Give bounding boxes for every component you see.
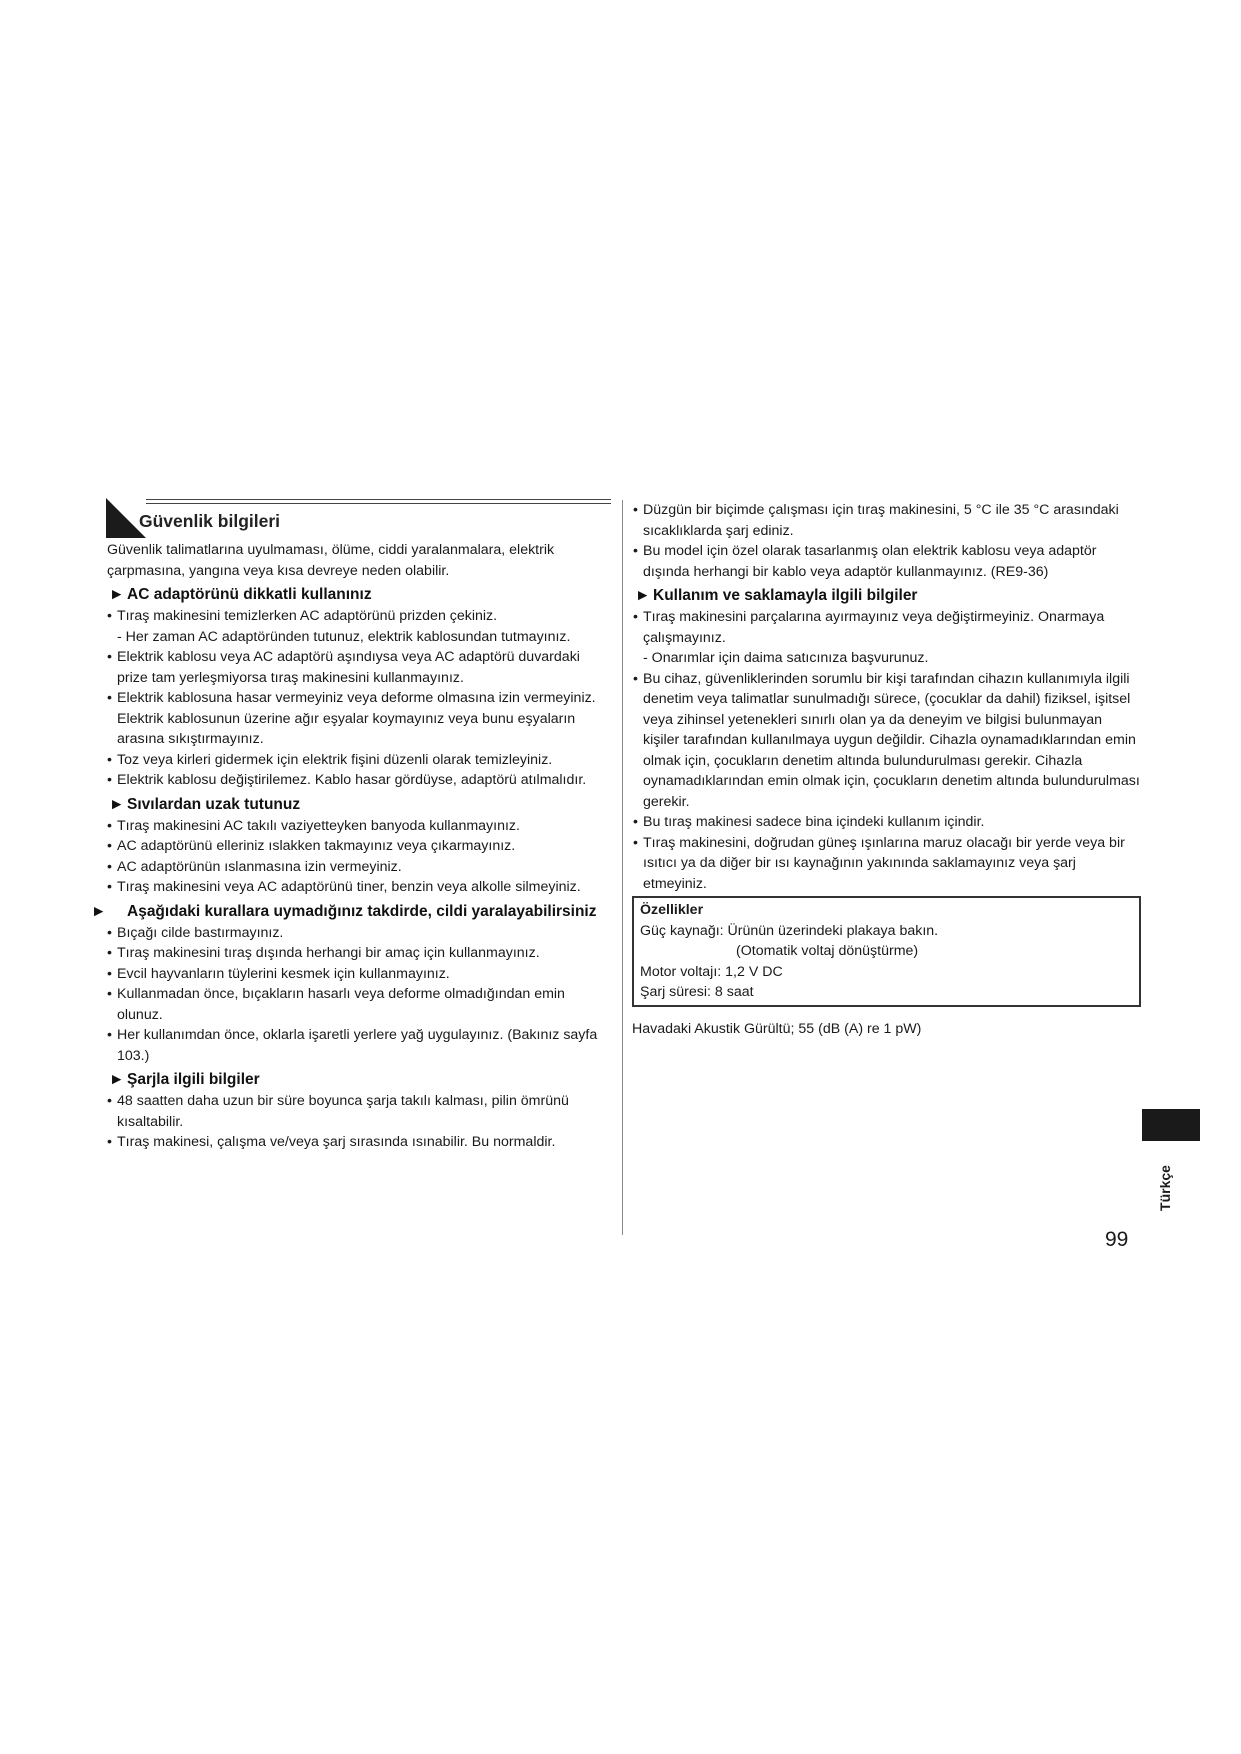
spec-power-note: (Otomatik voltaj dönüştürme): [736, 943, 919, 959]
list-item: • Tıraş makinesini parçalarına ayırmayınız veya değiştirmeyiniz. Onarmaya çalışmayınız.: [632, 607, 1142, 648]
list-item: • AC adaptörünü elleriniz ıslakken takmayınız veya çıkarmayınız.: [106, 836, 611, 857]
list-item: • Toz veya kirleri gidermek için elektrik fişini düzenli olarak temizleyiniz.: [106, 750, 611, 771]
spec-motor: Motor voltajı: 1,2 V DC: [640, 963, 783, 980]
spec-power: Güç kaynağı: Ürünün üzerindeki plakaya bakın.: [640, 922, 939, 939]
list-item: • Kullanmadan önce, bıçakların hasarlı veya deforme olmadığından emin olunuz.: [106, 984, 611, 1025]
list-item: • Evcil hayvanların tüylerini kesmek için kullanmayınız.: [106, 964, 611, 985]
left-column: [91, 498, 611, 1153]
list-item: • AC adaptörünün ıslanmasına izin vermeyiniz.: [106, 857, 611, 878]
acoustic-noise: Havadaki Akustik Gürültü; 55 (dB (A) re 1 pW): [632, 1020, 922, 1037]
list-item: • Tıraş makinesini, doğrudan güneş ışınlarına maruz olacağı bir yerde veya bir ısıtıcı ya da diğer bir ısı kaynağının yakınında saklamayınız veya şarj etmeyiniz.: [632, 833, 1142, 895]
liquid-list: [106, 816, 611, 898]
page-number: 99: [1105, 1228, 1129, 1251]
list-note: - Her zaman AC adaptöründen tutunuz, elektrik kablosundan tutmayınız.: [117, 628, 571, 645]
intro-text: Güvenlik talimatlarına uyulmaması, ölüme, ciddi yaralanmalara, elektrik çarpmasına, yangına veya kısa devreye neden olabilir.: [107, 542, 555, 579]
list-item: • Elektrik kablosu değiştirilemez. Kablo hasar gördüyse, adaptörü atılmalıdır.: [106, 770, 611, 791]
skin-list: [106, 923, 611, 1067]
skin-heading-text: Aşağıdaki kurallara uymadığınız takdirde, cildi yaralayabilirsiniz: [127, 902, 597, 920]
list-note: - Onarımlar için daima satıcınıza başvurunuz.: [643, 650, 929, 666]
list-item: • Düzgün bir biçimde çalışması için tıraş makinesini, 5 °C ile 35 °C arasındaki sıcaklıklarda şarj ediniz.: [632, 500, 1142, 541]
spec-charge-time: Şarj süresi: 8 saat: [640, 984, 754, 1000]
liquid-heading: [109, 795, 611, 815]
arrow-icon: ►: [109, 1071, 125, 1088]
list-item: • Tıraş makinesini AC takılı vaziyetteyken banyoda kullanmayınız.: [106, 816, 611, 837]
arrow-icon: ►: [635, 587, 651, 604]
list-item: • Bu tıraş makinesi sadece bina içindeki kullanım içindir.: [632, 812, 1142, 833]
list-item: • 48 saatten daha uzun bir süre boyunca şarja takılı kalması, pilin ömrünü kısaltabilir.: [106, 1091, 611, 1132]
list-item: • Tıraş makinesini veya AC adaptörünü tiner, benzin veya alkolle silmeyiniz.: [106, 877, 611, 898]
list-item: • Tıraş makinesini temizlerken AC adaptörünü prizden çekiniz.: [106, 606, 611, 627]
page-title: Güvenlik bilgileri: [139, 511, 281, 531]
language-label: [1155, 1158, 1175, 1218]
list-item: • Her kullanımdan önce, oklarla işaretli yerlere yağ uygulayınız. (Bakınız sayfa 103.): [106, 1025, 611, 1066]
right-column: [632, 500, 1142, 1039]
arrow-icon: ►: [109, 586, 125, 603]
charge-heading: [109, 1070, 611, 1090]
specifications-box: [632, 896, 1141, 1007]
arrow-icon: ►: [109, 795, 125, 813]
liquid-heading-text: Sıvılardan uzak tutunuz: [127, 795, 301, 813]
list-item: • Bu cihaz, güvenliklerinden sorumlu bir kişi tarafından cihazın kullanımıyla ilgili denetim veya talimatlar sunulmadığı sürece, (çocuklar da dahil) fiziksel, işitsel veya zihinsel yetenekleri sınırlı olan ya da deneyim ve bilgisi bulunmayan kişiler tarafından kullanılmaya uygun değildir. Cihazla oynamadıklarından emin olmak için, çocukların denetim altında bulundurulması gerekir. Cihazla oynamadıklarından emin olmak için, çocukların denetim altında bulundurulması gerekir.: [632, 669, 1142, 813]
list-item: • Elektrik kablosuna hasar vermeyiniz veya deforme olmasına izin vermeyiniz. Elektrik kablosunun üzerine ağır eşyalar koymayınız veya bunu eşyaların arasına sıkıştırmayınız.: [106, 688, 611, 750]
ac-list: [106, 606, 611, 627]
charge-heading-text: Şarjla ilgili bilgiler: [127, 1071, 260, 1088]
usage-heading-text: Kullanım ve saklamayla ilgili bilgiler: [653, 587, 918, 604]
skin-heading: [91, 902, 611, 922]
charge-list-cont: [632, 500, 1142, 582]
ac-heading: [109, 585, 611, 605]
header-rule: [146, 499, 611, 504]
list-item: • Tıraş makinesi, çalışma ve/veya şarj sırasında ısınabilir. Bu normaldir.: [106, 1132, 611, 1153]
list-item: • Bu model için özel olarak tasarlanmış olan elektrik kablosu veya adaptör dışında herhangi bir kablo veya adaptör kullanmayınız. (RE9-36): [632, 541, 1142, 582]
list-item: • Bıçağı cilde bastırmayınız.: [106, 923, 611, 944]
arrow-icon: ►: [91, 902, 107, 920]
language-tab: [1142, 1109, 1200, 1141]
language-text: Türkçe: [1157, 1165, 1173, 1211]
list-item: • Elektrik kablosu veya AC adaptörü aşındıysa veya AC adaptörü duvardaki prize tam yerleşmiyorsa tıraş makinesini kullanmayınız.: [106, 647, 611, 688]
specifications-title: Özellikler: [640, 902, 704, 918]
ac-list-cont: [106, 647, 611, 791]
list-item: • Tıraş makinesini tıraş dışında herhangi bir amaç için kullanmayınız.: [106, 943, 611, 964]
usage-list-cont: [632, 669, 1142, 895]
usage-heading: [635, 586, 1142, 606]
usage-list: [632, 607, 1142, 648]
section-header: [106, 498, 611, 538]
column-divider: [622, 500, 623, 1235]
charge-list: [106, 1091, 611, 1153]
ac-heading-text: AC adaptörünü dikkatli kullanınız: [127, 586, 372, 603]
